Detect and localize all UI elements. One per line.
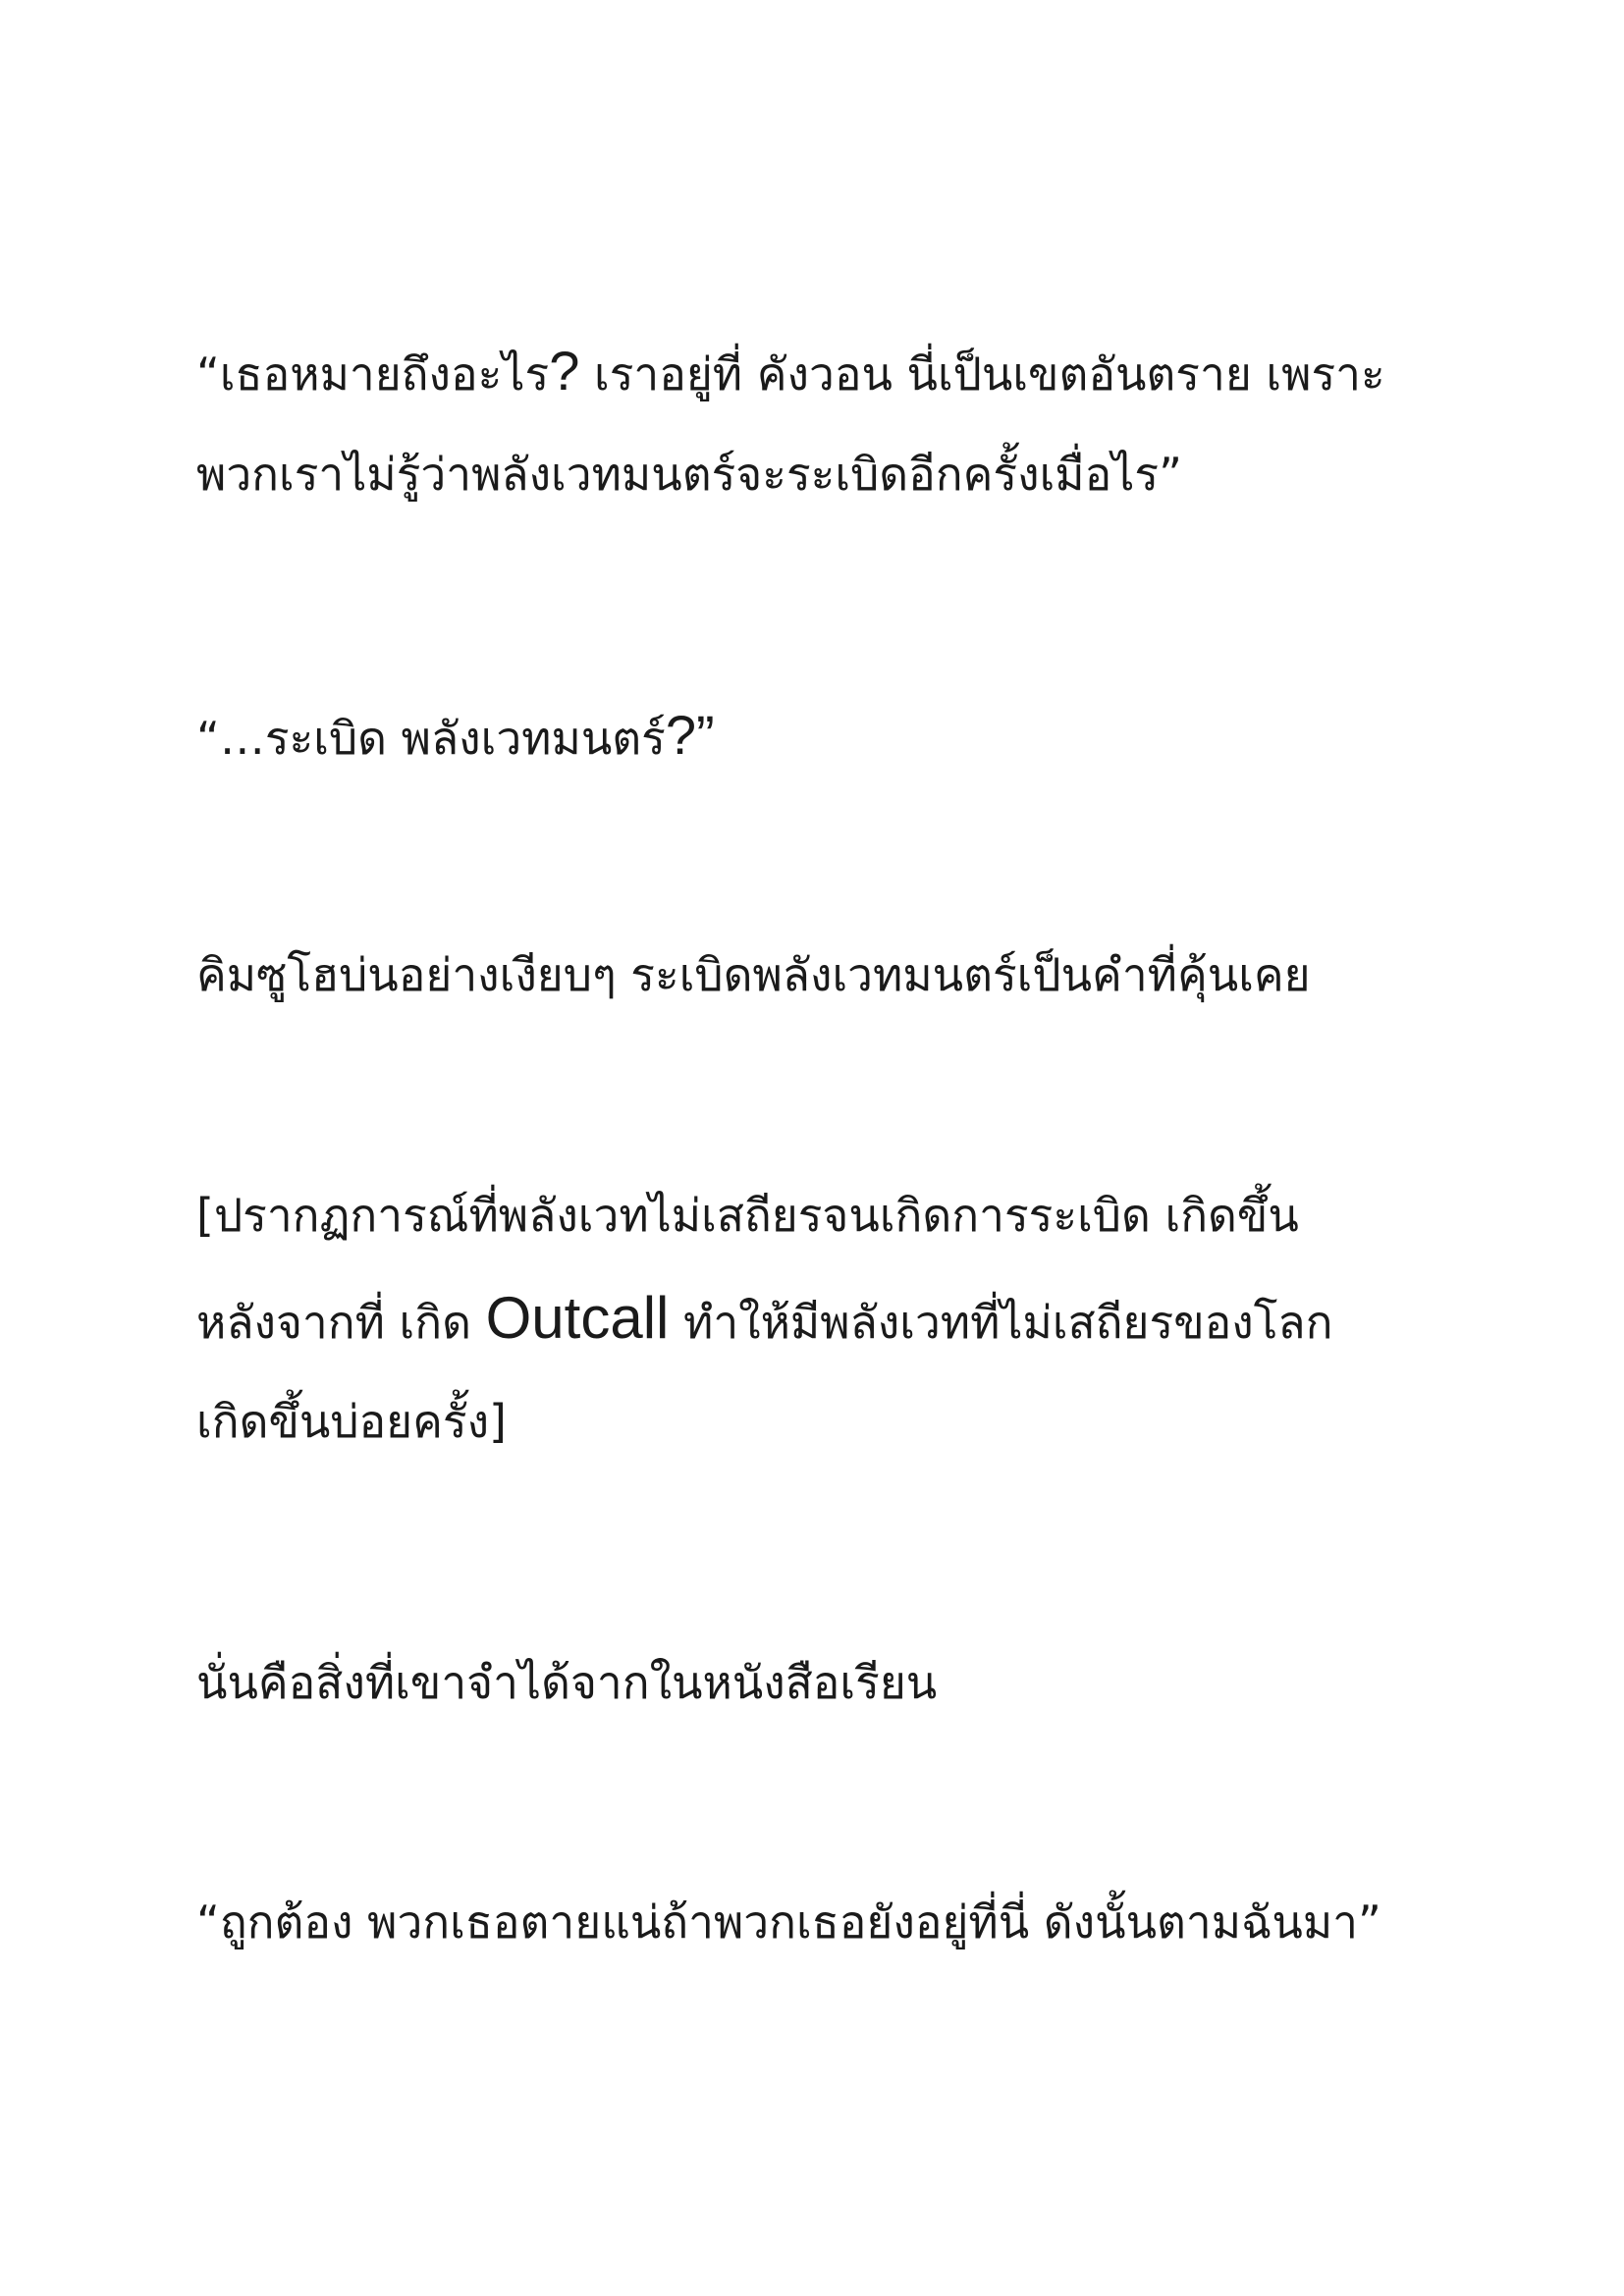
dialogue-line xyxy=(196,701,1473,773)
dialogue-line xyxy=(196,1888,1473,1956)
question-mark: ? xyxy=(549,340,580,401)
text-segment: “ถูกต้อง พวกเธอตายแน่ถ้าพวกเธอยังอยู่ที่นี่ ดังนั้นตามฉันมา” xyxy=(196,1896,1381,1949)
text-segment: “…ระเบิด พลังเวทมนตร์ xyxy=(196,712,666,765)
system-message-line xyxy=(196,1181,1473,1250)
text-segment: เกิดขึ้นบ่อยครั้ง] xyxy=(196,1395,508,1448)
text-segment: คิมซูโฮบ่นอย่างเงียบๆ ระเบิดพลังเวทมนตร์เป็นคำที่คุ้นเคย xyxy=(196,948,1311,1001)
text-segment: นั่นคือสิ่งที่เขาจำได้จากในหนังสือเรียน xyxy=(196,1656,938,1709)
question-mark: ?” xyxy=(665,704,715,766)
text-segment: [ปรากฏการณ์ที่พลังเวทไม่เสถียรจนเกิดการระเบิด เกิดขึ้น xyxy=(196,1189,1299,1242)
narration-line xyxy=(196,1648,1473,1717)
text-segment: เราอยู่ที่ คังวอน นี่เป็นเขตอันตราย เพราะ xyxy=(579,347,1385,400)
dialogue-line xyxy=(196,337,1473,408)
system-message-line xyxy=(196,1284,1473,1357)
latin-term: Outcall xyxy=(485,1285,670,1351)
system-message-line xyxy=(196,1387,1473,1456)
narration-line xyxy=(196,940,1473,1009)
text-segment: ทำให้มีพลังเวทที่ไม่เสถียรของโลก xyxy=(669,1296,1333,1349)
dialogue-line xyxy=(196,440,1473,508)
text-segment: พวกเราไม่รู้ว่าพลังเวทมนตร์จะระเบิดอีกครั้งเมื่อไร” xyxy=(196,448,1182,501)
text-segment: หลังจากที่ เกิด xyxy=(196,1296,486,1349)
text-segment: “เธอหมายถึงอะไร xyxy=(196,347,550,400)
